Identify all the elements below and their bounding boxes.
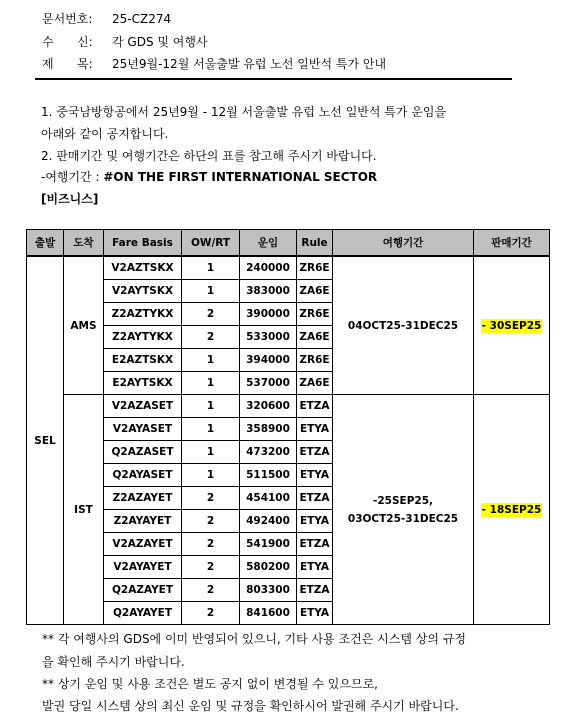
fare-basis-cell: Q2AZAYET (104, 579, 182, 602)
fare-table (26, 229, 550, 625)
doc-number-label: 문서번호: (42, 12, 93, 26)
rule-cell: ETZA (297, 533, 333, 556)
rule-cell: ETZA (297, 487, 333, 510)
fare-cell: 390000 (240, 303, 297, 326)
ow-rt-cell: 1 (182, 349, 240, 372)
header-rule: Rule (297, 230, 333, 257)
fare-cell: 541900 (240, 533, 297, 556)
note-line-4: 발권 당일 시스템 상의 최신 운임 및 규정을 확인하시어 발권해 주시기 바랍니다. (42, 699, 459, 713)
travel-period-text: 04OCT25-31DEC25 (347, 319, 459, 332)
ow-rt-cell: 1 (182, 464, 240, 487)
fare-basis-cell: V2AZTSKX (104, 256, 182, 280)
ow-rt-cell: 1 (182, 395, 240, 418)
fare-basis-cell: V2AYAYET (104, 556, 182, 579)
subject-label-1: 제 (42, 57, 54, 71)
travel-period-note: #ON THE FIRST INTERNATIONAL SECTOR (103, 170, 378, 184)
header-fare: 운임 (240, 230, 297, 257)
subject-label-2: 목: (77, 57, 93, 71)
fare-cell: 473200 (240, 441, 297, 464)
body-line-1: 1. 중국남방항공에서 25년9월 - 12월 서울출발 유럽 노선 일반석 특가 운임을 (41, 105, 447, 119)
ow-rt-cell: 1 (182, 441, 240, 464)
sales-period-highlight: - 30SEP25 (481, 319, 542, 332)
fare-basis-cell: Q2AZASET (104, 441, 182, 464)
ow-rt-cell: 2 (182, 579, 240, 602)
fare-cell: 803300 (240, 579, 297, 602)
fare-basis-cell: E2AZTSKX (104, 349, 182, 372)
rule-cell: ETYA (297, 510, 333, 533)
note-line-1: ** 각 여행사의 GDS에 이미 반영되어 있으니, 기타 사용 조건은 시스템 상의 규정 (42, 632, 466, 646)
ow-rt-cell: 2 (182, 510, 240, 533)
doc-number-line (42, 10, 171, 27)
fare-basis-cell: Z2AZAYET (104, 487, 182, 510)
body-line-2: 아래와 같이 공지합니다. (41, 127, 169, 141)
section-title: [비즈니스] (41, 192, 99, 206)
ow-rt-cell: 1 (182, 280, 240, 303)
rule-cell: ETYA (297, 602, 333, 625)
fare-cell: 580200 (240, 556, 297, 579)
destination-cell: IST (64, 395, 104, 625)
fare-basis-cell: V2AYASET (104, 418, 182, 441)
header-divider (35, 78, 512, 80)
travel-period-line (41, 168, 377, 185)
fare-cell: 383000 (240, 280, 297, 303)
fare-cell: 492400 (240, 510, 297, 533)
table-row (27, 395, 550, 418)
ow-rt-cell: 1 (182, 418, 240, 441)
fare-cell: 454100 (240, 487, 297, 510)
subject-line (42, 55, 386, 72)
fare-cell: 240000 (240, 256, 297, 280)
table-header-row (27, 230, 550, 257)
rule-cell: ETZA (297, 579, 333, 602)
ow-rt-cell: 2 (182, 602, 240, 625)
rule-cell: ZA6E (297, 372, 333, 395)
fare-cell: 358900 (240, 418, 297, 441)
rule-cell: ETZA (297, 441, 333, 464)
ow-rt-cell: 1 (182, 256, 240, 280)
fare-basis-cell: Z2AYTYKX (104, 326, 182, 349)
destination-cell: AMS (64, 256, 104, 395)
travel-period-text: -25SEP25, (372, 494, 433, 507)
fare-cell: 537000 (240, 372, 297, 395)
ow-rt-cell: 2 (182, 556, 240, 579)
ow-rt-cell: 2 (182, 533, 240, 556)
travel-period-cell (333, 395, 474, 625)
travel-period-prefix: -여행기간 : (41, 170, 104, 184)
recipient-label-1: 수 (42, 35, 54, 49)
header-travel-period: 여행기간 (333, 230, 474, 257)
ow-rt-cell: 2 (182, 487, 240, 510)
origin-cell: SEL (27, 256, 64, 625)
header-sales-period: 판매기간 (474, 230, 550, 257)
fare-basis-cell: V2AZAYET (104, 533, 182, 556)
fare-basis-cell: Z2AZTYKX (104, 303, 182, 326)
header-ow-rt: OW/RT (182, 230, 240, 257)
rule-cell: ZR6E (297, 256, 333, 280)
ow-rt-cell: 2 (182, 303, 240, 326)
sales-period-cell (474, 256, 550, 395)
header-arrival: 도착 (64, 230, 104, 257)
header-fare-basis: Fare Basis (104, 230, 182, 257)
travel-period-cell (333, 256, 474, 395)
fare-basis-cell: Z2AYAYET (104, 510, 182, 533)
ow-rt-cell: 1 (182, 372, 240, 395)
rule-cell: ETZA (297, 395, 333, 418)
recipient-label-2: 신: (77, 35, 93, 49)
fare-basis-cell: Q2AYASET (104, 464, 182, 487)
header-departure: 출발 (27, 230, 64, 257)
recipient-value: 각 GDS 및 여행사 (112, 35, 208, 49)
rule-cell: ZA6E (297, 326, 333, 349)
sales-period-cell (474, 395, 550, 625)
rule-cell: ETYA (297, 556, 333, 579)
fare-cell: 511500 (240, 464, 297, 487)
fare-basis-cell: V2AZASET (104, 395, 182, 418)
ow-rt-cell: 2 (182, 326, 240, 349)
fare-basis-cell: V2AYTSKX (104, 280, 182, 303)
subject-value: 25년9월-12월 서울출발 유럽 노선 일반석 특가 안내 (112, 57, 387, 71)
rule-cell: ZR6E (297, 349, 333, 372)
fare-basis-cell: E2AYTSKX (104, 372, 182, 395)
sales-period-highlight: - 18SEP25 (481, 503, 542, 516)
rule-cell: ZA6E (297, 280, 333, 303)
fare-cell: 533000 (240, 326, 297, 349)
fare-cell: 320600 (240, 395, 297, 418)
doc-number-value: 25-CZ274 (112, 12, 172, 26)
travel-period-text-2: 03OCT25-31DEC25 (347, 512, 459, 525)
rule-cell: ZR6E (297, 303, 333, 326)
note-line-2: 을 확인해 주시기 바랍니다. (42, 655, 185, 669)
rule-cell: ETYA (297, 464, 333, 487)
table-row (27, 256, 550, 280)
body-line-3: 2. 판매기간 및 여행기간은 하단의 표를 참고해 주시기 바랍니다. (41, 149, 377, 163)
fare-cell: 394000 (240, 349, 297, 372)
fare-cell: 841600 (240, 602, 297, 625)
fare-basis-cell: Q2AYAYET (104, 602, 182, 625)
note-line-3: ** 상기 운임 및 사용 조건은 별도 공지 없이 변경될 수 있으므로, (42, 677, 378, 691)
recipient-line (42, 33, 208, 50)
rule-cell: ETYA (297, 418, 333, 441)
